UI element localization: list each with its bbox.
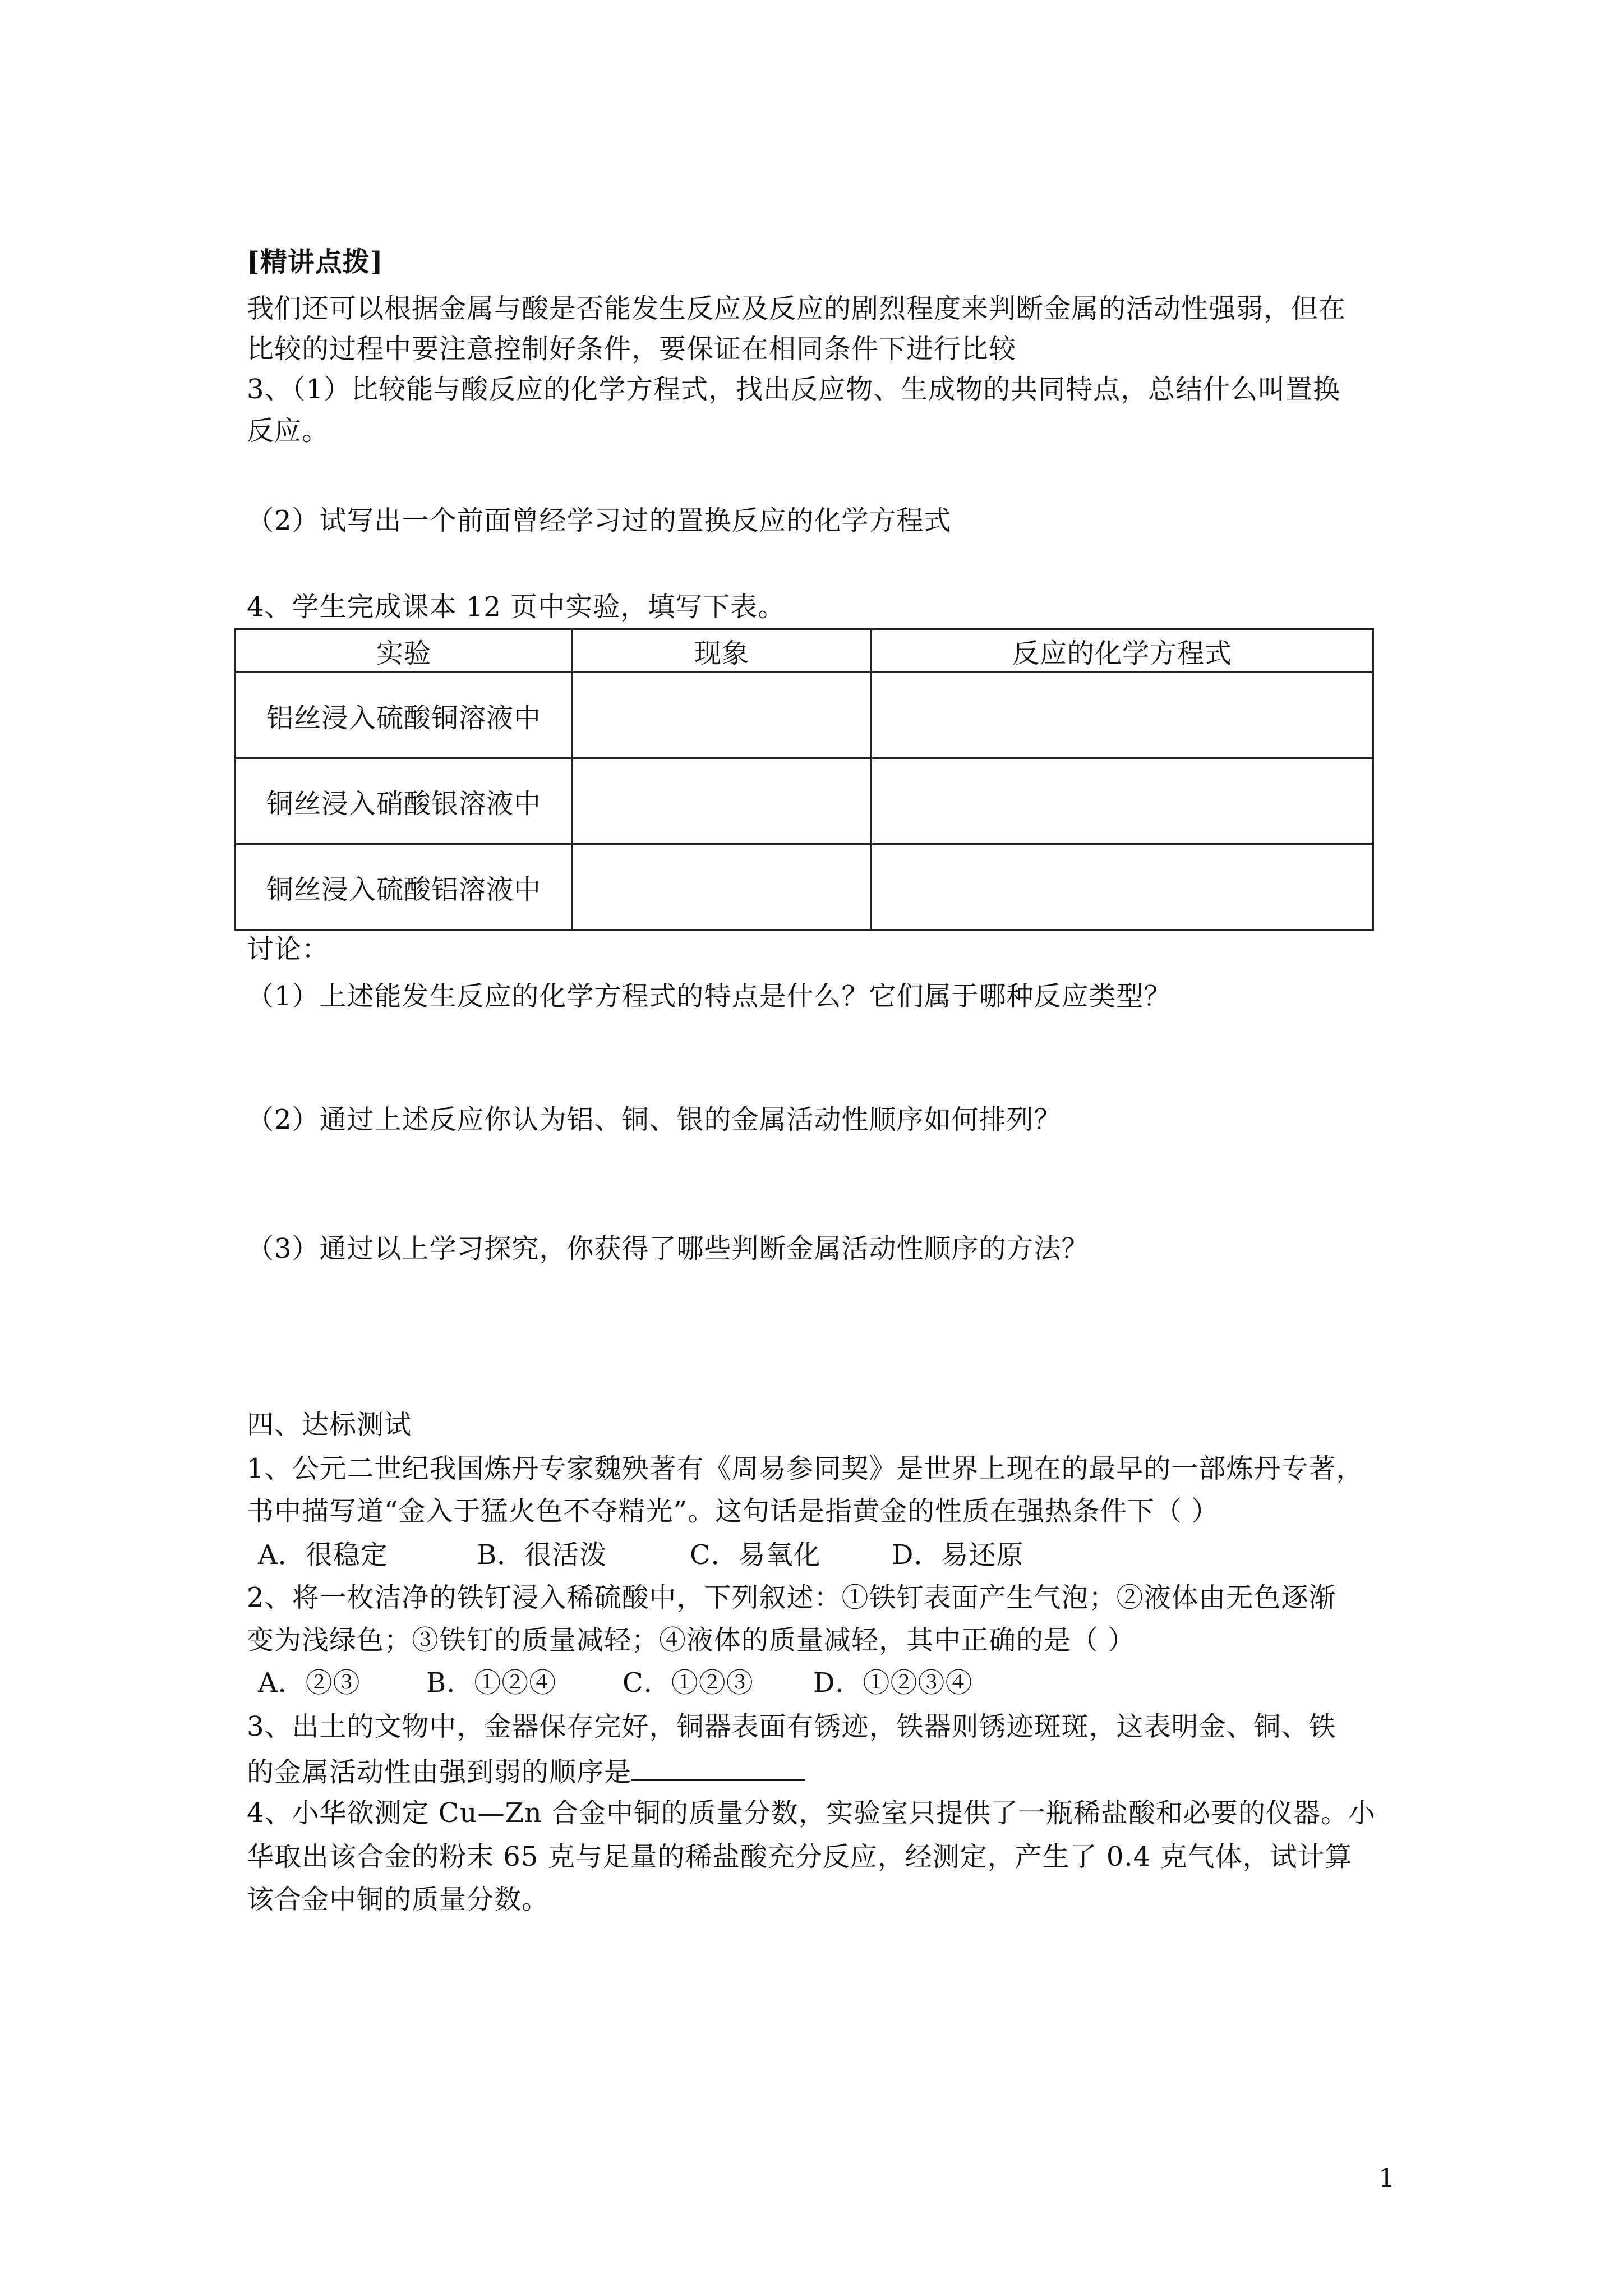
discussion-label: 讨论： [247, 933, 330, 965]
q4-intro: 4、学生完成课本 12 页中实验，填写下表。 [247, 591, 786, 623]
option-b: B．①②④ [426, 1667, 557, 1699]
table-header-cell: 反应的化学方程式 [872, 629, 1373, 673]
intro-line-1: 我们还可以根据金属与酸是否能发生反应及反应的剧烈程度来判断金属的活动性强弱，但在 [247, 293, 1347, 324]
option-a: A．很稳定 [258, 1539, 388, 1571]
test3-line-1: 3、出土的文物中，金器保存完好，铜器表面有锈迹，铁器则锈迹斑斑，这表明金、铜、铁 [247, 1711, 1336, 1742]
table-cell-blank[interactable] [872, 673, 1373, 758]
discussion-q3: （3）通过以上学习探究，你获得了哪些判断金属活动性顺序的方法？ [247, 1233, 1089, 1264]
test2-line-2: 变为浅绿色；③铁钉的质量减轻；④液体的质量减轻，其中正确的是（ ） [247, 1625, 1136, 1656]
option-a: A．②③ [258, 1667, 361, 1699]
option-d: D．①②③④ [813, 1667, 973, 1699]
test4-line-2: 华取出该合金的粉末 65 克与足量的稀盐酸充分反应，经测定，产生了 0.4 克气体，试计算 [247, 1841, 1353, 1872]
q3-part1-line-2: 反应。 [247, 415, 330, 447]
q3-part1-line-1: 3、（1）比较能与酸反应的化学方程式，找出反应物、生成物的共同特点，总结什么叫置换 [247, 374, 1341, 405]
test2-line-1: 2、将一枚洁净的铁钉浸入稀硫酸中，下列叙述：①铁钉表面产生气泡；②液体由无色逐渐 [247, 1582, 1336, 1613]
test1-line-2: 书中描写道“金入于猛火色不夺精光”。这句话是指黄金的性质在强热条件下（ ） [247, 1496, 1219, 1527]
option-b: B．很活泼 [477, 1539, 607, 1571]
table-row [236, 758, 1373, 844]
discussion-q2: （2）通过上述反应你认为铝、铜、银的金属活动性顺序如何排列？ [247, 1104, 1062, 1135]
table-cell-blank[interactable] [573, 844, 872, 930]
table-cell: 铝丝浸入硫酸铜溶液中 [236, 673, 573, 758]
experiment-table [234, 628, 1374, 931]
discussion-q1: （1）上述能发生反应的化学方程式的特点是什么？它们属于哪种反应类型？ [247, 981, 1172, 1012]
table-cell-blank[interactable] [872, 758, 1373, 844]
intro-line-2: 比较的过程中要注意控制好条件，要保证在相同条件下进行比较 [247, 333, 1017, 365]
section-heading: [精讲点拨] [247, 246, 384, 278]
q3-part2: （2）试写出一个前面曾经学习过的置换反应的化学方程式 [247, 505, 952, 536]
table-header-cell: 实验 [236, 629, 573, 673]
option-c: C．易氧化 [690, 1539, 821, 1571]
table-row [236, 844, 1373, 930]
test4-line-1: 4、小华欲测定 Cu—Zn 合金中铜的质量分数，实验室只提供了一瓶稀盐酸和必要的仪器。小 [247, 1797, 1376, 1829]
table-row [236, 673, 1373, 758]
table-cell-blank[interactable] [573, 758, 872, 844]
test3-line-2-text: 的金属活动性由强到弱的顺序是 [247, 1756, 632, 1788]
table-header-row [236, 629, 1373, 673]
test-title: 四、达标测试 [247, 1409, 412, 1441]
option-c: C．①②③ [623, 1667, 754, 1699]
table-cell: 铜丝浸入硫酸铝溶液中 [236, 844, 573, 930]
table-header-cell: 现象 [573, 629, 872, 673]
page-number: 1 [1378, 2162, 1395, 2193]
answer-blank[interactable] [631, 1752, 805, 1781]
table-cell-blank[interactable] [872, 844, 1373, 930]
table-cell-blank[interactable] [573, 673, 872, 758]
test3-line-2 [247, 1752, 805, 1789]
test4-line-3: 该合金中铜的质量分数。 [247, 1884, 550, 1915]
table-cell: 铜丝浸入硝酸银溶液中 [236, 758, 573, 844]
test1-line-1: 1、公元二世纪我国炼丹专家魏殃著有《周易参同契》是世界上现在的最早的一部炼丹专著， [247, 1453, 1364, 1484]
option-d: D．易还原 [892, 1539, 1024, 1571]
